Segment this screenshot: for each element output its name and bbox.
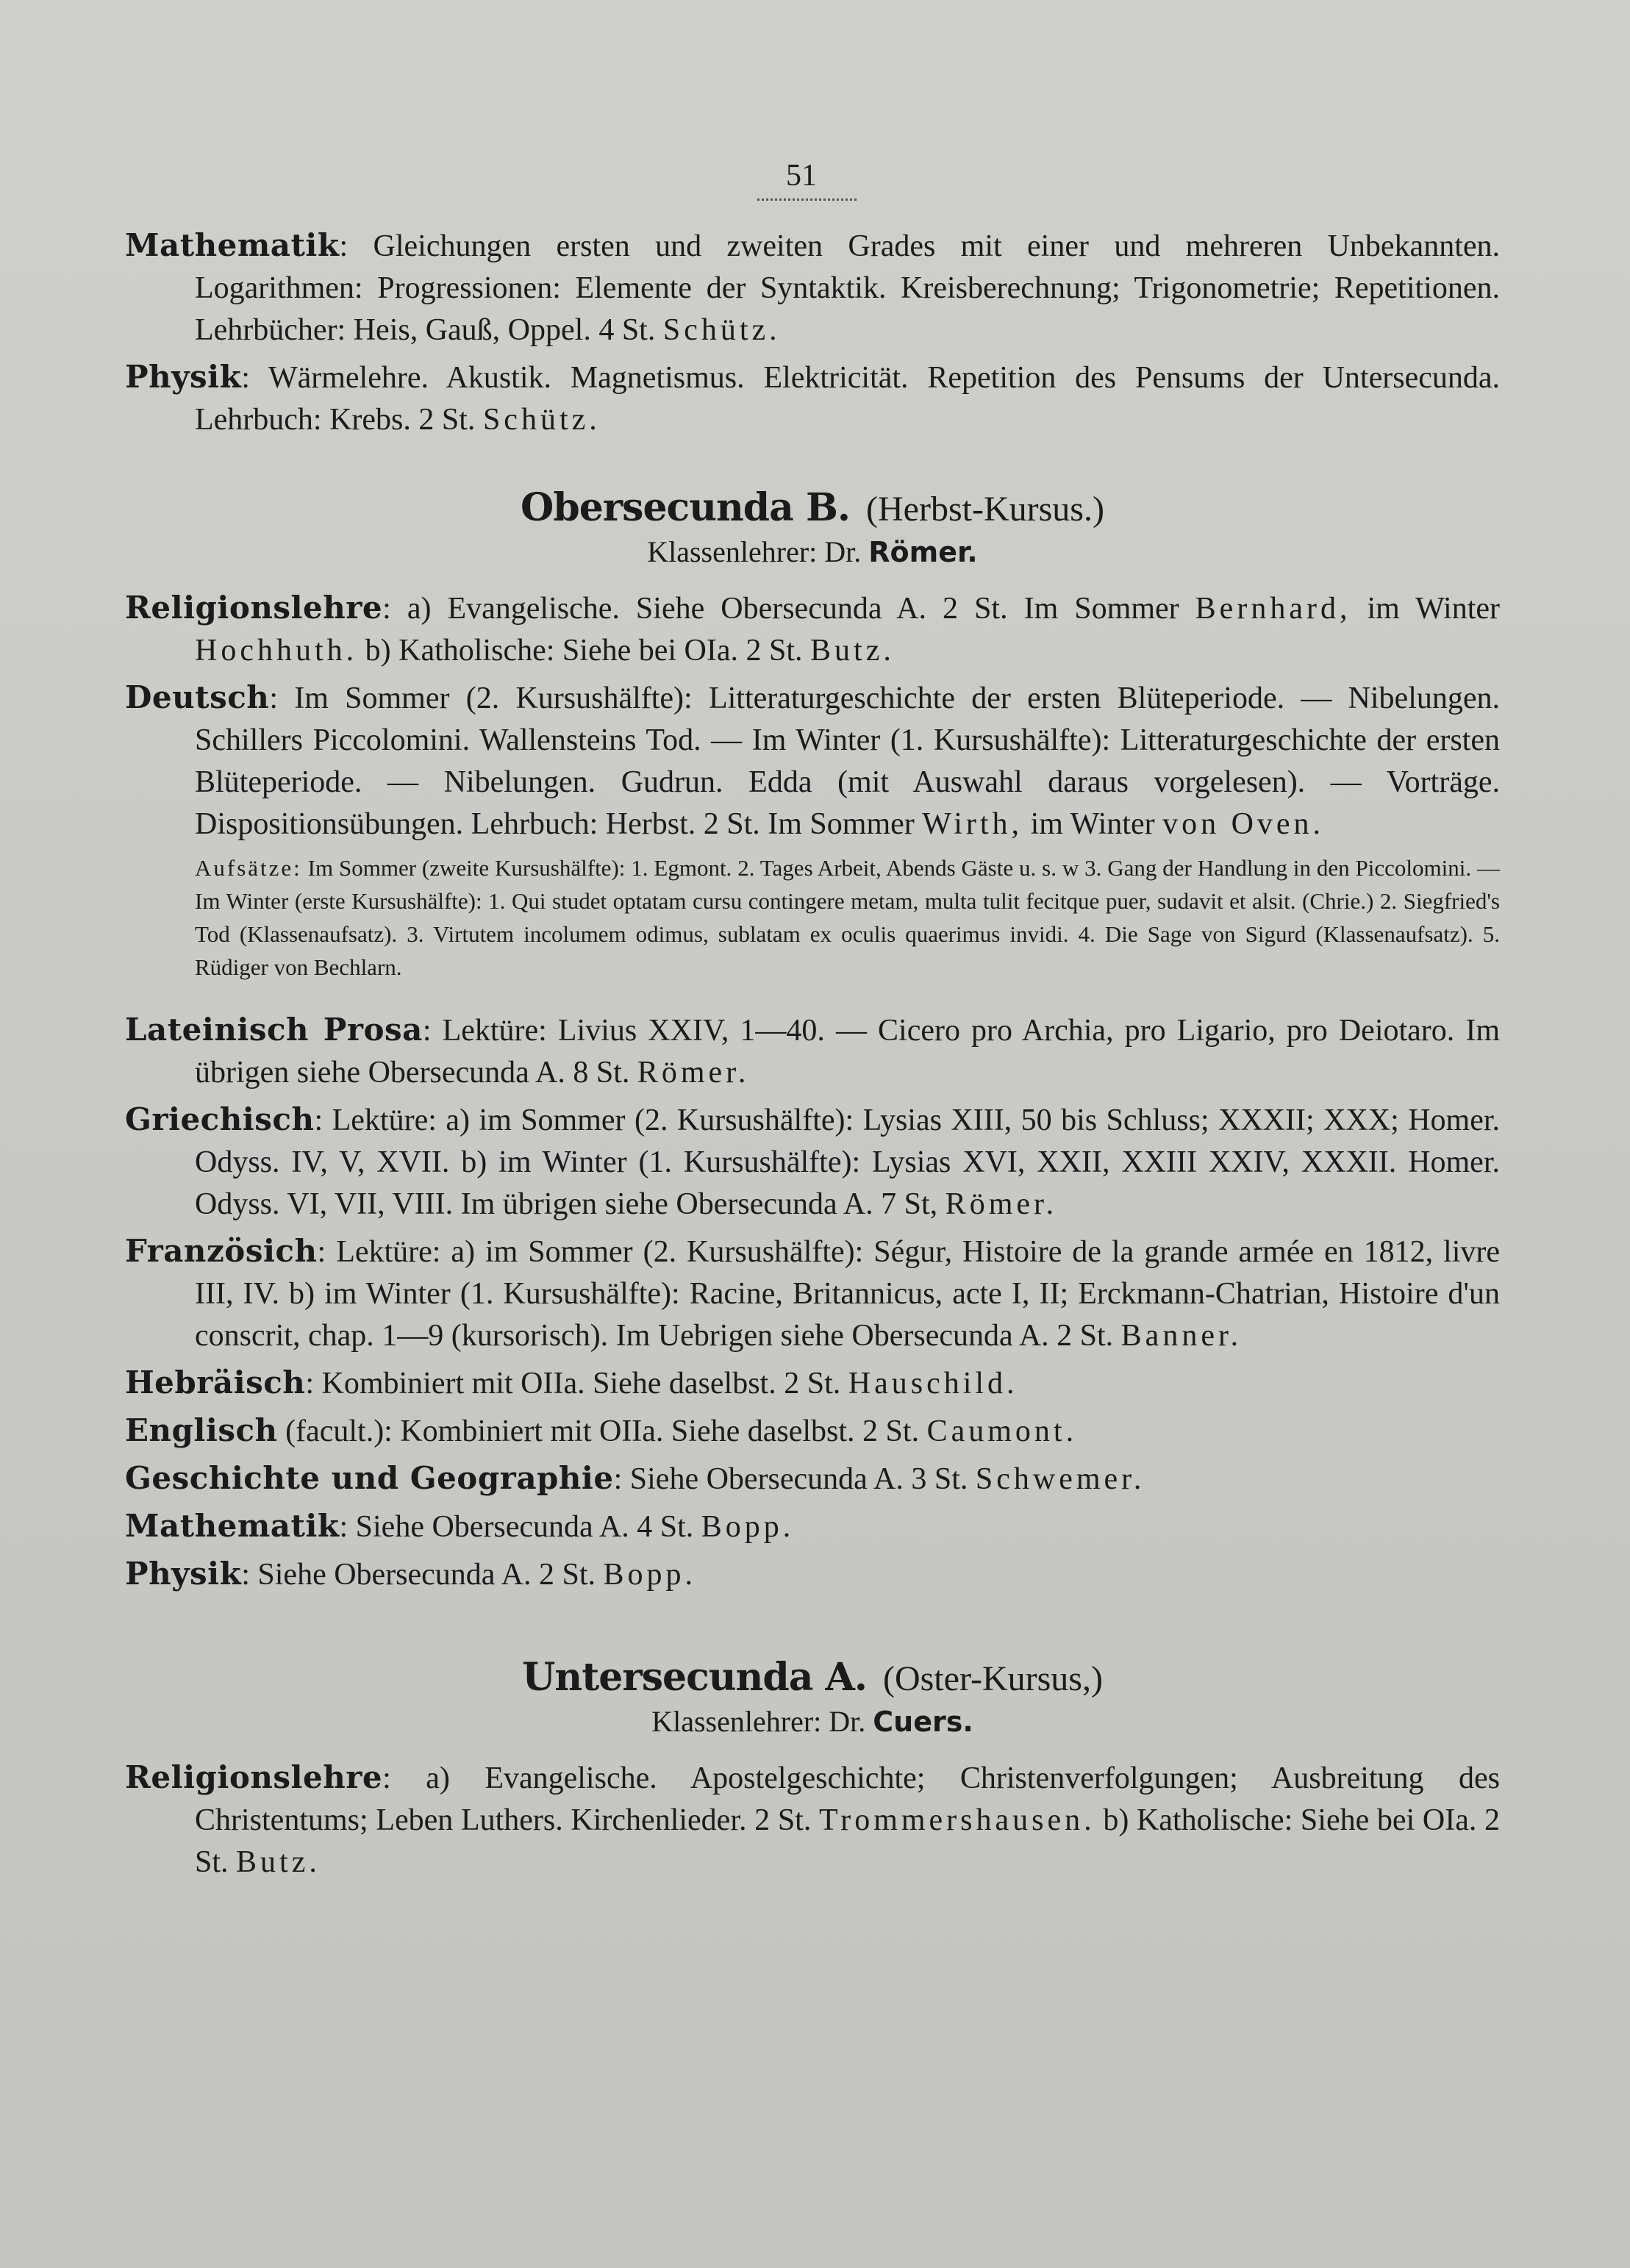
page-number: 51 (786, 159, 817, 193)
subject-physik: Physik: Wärmelehre. Akustik. Magnetismus. Elektricität. Repetition des Pensums der Untersecunda. Lehrbuch: Krebs. 2 St. Schütz. (125, 359, 1500, 437)
class-title: Untersecunda A. (522, 1655, 867, 1700)
teacher-name: Hochhuth. (195, 634, 358, 668)
subject-englisch (125, 1409, 1500, 1453)
subject-text: Siehe Obersecunda A. 4 St. (355, 1510, 694, 1544)
subject-griechisch: Griechisch: Lektüre: a) im Sommer (2. Kursushälfte): Lysias XIII, 50 bis Schluss; XXXII; XXX; Homer. Odyss. IV, V, XVII. b) im Winter (1. Kursushälfte): Lysias XVI, XXII, XXIII XXIV, XXXII. Homer. Odyss. VI, VII, VIII. Im übrigen siehe Obersecunda A. 7 St, Römer. (125, 1101, 1500, 1221)
subject-text: a) Evangelische. Apostelgeschichte; Christenverfolgungen; Ausbreitung des Christentums; Leben Luthers. Kirchenlieder. 2 St. (195, 1761, 1500, 1837)
subject-label: Französich (125, 1233, 318, 1269)
subject-text: Im Sommer (2. Kursushälfte): Litteraturgeschichte der ersten Blüteperiode. — Nibelungen. Schillers Piccolomini. Wallensteins Tod. — Im Winter (1. Kursushälfte): Litteraturgeschichte der ersten Blüteperiode. — Nibelungen. Gudrun. Edda (mit Auswahl daraus vorgelesen). — Vorträge. Dispositionsübungen. Lehrbuch: Herbst. 2 St. Im Sommer (195, 682, 1501, 841)
class-title: Obersecunda B. (521, 485, 851, 530)
page-number-rule (757, 198, 857, 201)
subject-label: Hebräisch (125, 1364, 306, 1400)
section-heading-obersecunda-b (125, 485, 1500, 530)
subject-text: b) Katholische: Siehe bei OIa. 2 St. (195, 1803, 1501, 1879)
teacher-name: Butz. (236, 1845, 321, 1879)
class-teacher-prefix: Klassenlehrer: Dr. (647, 535, 862, 568)
subject-text: Lektüre: a) im Sommer (2. Kursushälfte): Ségur, Histoire de la grande armée en 1812, livre III, IV. b) im Winter (1. Kursushälfte): Racine, Britannicus, acte I, II; Erckmann-Chatrian, Histoire d'un conscrit, chap. 1—9 (kursorisch). Im Uebrigen siehe Obersecunda A. 2 St. (195, 1235, 1500, 1353)
teacher-name: Wirth, (922, 807, 1023, 841)
teacher-name: Römer. (945, 1187, 1058, 1221)
teacher-name: Bernhard, (1195, 592, 1351, 626)
course-label: (Herbst-Kursus.) (866, 490, 1104, 529)
teacher-name: Caumont. (926, 1414, 1078, 1448)
subject-label: Physik (125, 359, 242, 395)
subject-mathematik-b: Mathematik: Siehe Obersecunda A. 4 St. Bopp. (125, 1508, 795, 1544)
subject-label: Geschichte und Geographie (125, 1460, 614, 1496)
subject-label: Religionslehre (125, 1759, 383, 1795)
subject-label: Deutsch (125, 679, 270, 715)
teacher-name: Römer. (637, 1056, 750, 1090)
subject-hebraeisch: Hebräisch: Kombiniert mit OIIa. Siehe daselbst. 2 St. Hauschild. (125, 1364, 1018, 1400)
subject-text: b) Katholische: Siehe bei OIa. 2 St. (365, 634, 803, 668)
subject-text: Kombiniert mit OIIa. Siehe daselbst. 2 St. (321, 1367, 841, 1400)
subject-franzoesisch: Französich: Lektüre: a) im Sommer (2. Kursushälfte): Ségur, Histoire de la grande armée en 1812, livre III, IV. b) im Winter (1. Kursushälfte): Racine, Britannicus, acte I, II; Erckmann-Chatrian, Histoire d'un conscrit, chap. 1—9 (kursorisch). Im Uebrigen siehe Obersecunda A. 2 St. Banner. (125, 1233, 1500, 1353)
subject-label: Englisch (125, 1412, 278, 1448)
teacher-name: Hauschild. (848, 1367, 1018, 1400)
class-teacher-name: Cuers. (873, 1706, 973, 1738)
teacher-name: Bopp. (603, 1558, 697, 1592)
subject-text: Lektüre: a) im Sommer (2. Kursushälfte): Lysias XIII, 50 bis Schluss; XXXII; XXX; Homer. Odyss. IV, V, XVII. b) im Winter (1. Kursushälfte): Lysias XVI, XXII, XXIII XXIV, XXXII. Homer. Odyss. VI, VII, VIII. Im übrigen siehe Obersecunda A. 7 St, (195, 1103, 1500, 1221)
aufsaetze-note (125, 851, 1500, 984)
subject-label: Lateinisch Prosa (125, 1012, 423, 1048)
subject-text: Gleichungen ersten und zweiten Grades mit einer und mehreren Unbekannten. Logarithmen: Progressionen: Elemente der Syntaktik. Kreisberechnung; Trigonometrie; Repetitionen. Lehrbücher: Heis, Gauß, Oppel. 4 St. (195, 229, 1501, 347)
class-teacher-prefix: Klassenlehrer: Dr. (651, 1705, 866, 1738)
teacher-name: Trommershausen. (819, 1803, 1095, 1837)
subject-text: Wärmelehre. Akustik. Magnetismus. Elektricität. Repetition des Pensums der Untersecunda. Lehrbuch: Krebs. 2 St. (195, 361, 1500, 437)
subject-text: (facult.): Kombiniert mit OIIa. Siehe daselbst. 2 St. (285, 1414, 920, 1448)
teacher-name: Schütz. (662, 313, 781, 347)
subject-label: Religionslehre (125, 590, 383, 626)
teacher-name: Schwemer. (975, 1462, 1145, 1496)
subject-label: Physik (125, 1556, 242, 1592)
subject-lateinisch: Lateinisch Prosa: Lektüre: Livius XXIV, 1—40. — Cicero pro Archia, pro Ligario, pro Deiotaro. Im übrigen siehe Obersecunda A. 8 St. Römer. (125, 1012, 1501, 1090)
subject-text: im Winter (1030, 807, 1155, 841)
course-label: (Oster-Kursus,) (882, 1659, 1103, 1698)
subject-geschichte: Geschichte und Geographie: Siehe Obersecunda A. 3 St. Schwemer. (125, 1460, 1145, 1496)
class-teacher-line (125, 534, 1500, 569)
subject-text: Siehe Obersecunda A. 3 St. (629, 1462, 968, 1496)
subject-mathematik: Mathematik: Gleichungen ersten und zweiten Grades mit einer und mehreren Unbekannten. Logarithmen: Progressionen: Elemente der Syntaktik. Kreisberechnung; Trigonometrie; Repetitionen. Lehrbücher: Heis, Gauß, Oppel. 4 St. Schütz. (125, 227, 1501, 347)
subject-label: Griechisch (125, 1101, 315, 1137)
subject-text: Lektüre: Livius XXIV, 1—40. — Cicero pro Archia, pro Ligario, pro Deiotaro. Im übrigen siehe Obersecunda A. 8 St. (195, 1014, 1501, 1090)
subject-deutsch: Deutsch: Im Sommer (2. Kursushälfte): Litteraturgeschichte der ersten Blüteperiode. — Nibelungen. Schillers Piccolomini. Wallensteins Tod. — Im Winter (1. Kursushälfte): Litteraturgeschichte der ersten Blüteperiode. — Nibelungen. Gudrun. Edda (mit Auswahl daraus vorgelesen). — Vorträge. Dispositionsübungen. Lehrbuch: Herbst. 2 St. Im Sommer Wirth, im Winter von Oven. (125, 679, 1501, 841)
subject-text: im Winter (1367, 592, 1501, 626)
teacher-name: Banner. (1120, 1319, 1243, 1353)
teacher-name: Butz. (810, 634, 895, 668)
subject-text: Siehe Obersecunda A. 2 St. (257, 1558, 596, 1592)
subject-physik-b: Physik: Siehe Obersecunda A. 2 St. Bopp. (125, 1556, 697, 1592)
class-teacher-name: Römer. (868, 536, 978, 568)
page-content (125, 224, 1500, 1888)
subject-religionslehre: Religionslehre: a) Evangelische. Siehe Obersecunda A. 2 St. Im Sommer Bernhard, im Winter Hochhuth. b) Katholische: Siehe bei OIa. 2 St. Butz. (125, 590, 1501, 668)
subject-religionslehre-ua: Religionslehre: a) Evangelische. Apostelgeschichte; Christenverfolgungen; Ausbreitung des Christentums; Leben Luthers. Kirchenlieder. 2 St. Trommershausen. b) Katholische: Siehe bei OIa. 2 St. Butz. (125, 1759, 1501, 1879)
teacher-name: von Oven. (1162, 807, 1325, 841)
subject-label: Mathematik (125, 227, 340, 263)
section-heading-untersecunda-a (125, 1655, 1500, 1700)
aufsaetze-text: Im Sommer (zweite Kursushälfte): 1. Egmont. 2. Tages Arbeit, Abends Gäste u. s. w 3. Gang der Handlung in den Piccolomini. — Im Winter (erste Kursushälfte): 1. Qui studet optatam cursu contingere metam, multa tulit fecitque puer, sudavit et alsit. (Chrie.) 2. Siegfried's Tod (Klassenaufsatz). 3. Virtutem incolumem odimus, sublatam ex oculis quaerimus invidi. 4. Die Sage von Sigurd (Klassenaufsatz). 5. Rüdiger von Bechlarn. (195, 855, 1500, 980)
class-teacher-line (125, 1704, 1500, 1739)
teacher-name: Bopp. (701, 1510, 795, 1544)
subject-text: a) Evangelische. Siehe Obersecunda A. 2 St. Im Sommer (407, 592, 1179, 626)
aufsaetze-lead: Aufsätze: (195, 855, 302, 881)
subject-label: Mathematik (125, 1508, 340, 1544)
teacher-name: Schütz. (482, 403, 601, 437)
